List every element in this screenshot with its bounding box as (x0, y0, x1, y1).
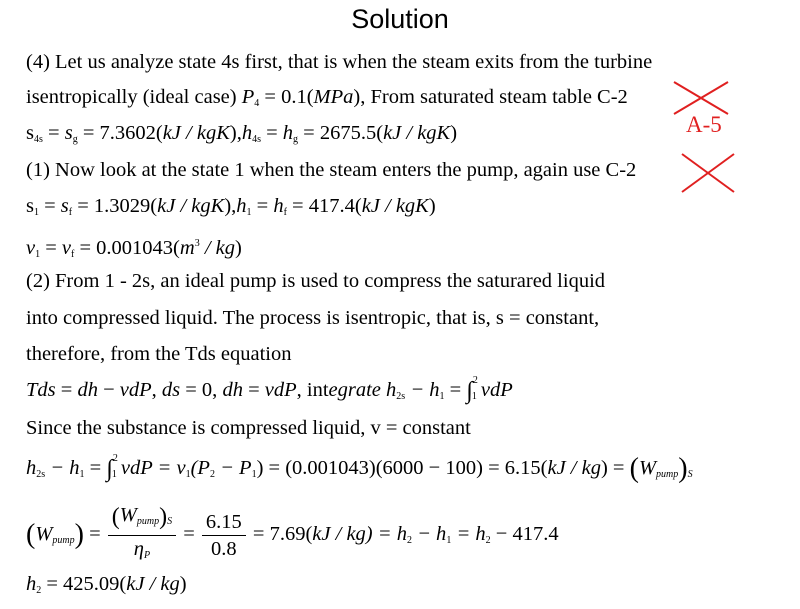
l12-eq: = (84, 457, 107, 479)
l12-W: W (638, 457, 657, 479)
l6-vf-sub: f (71, 249, 75, 260)
l13-h2sub-b: 2 (485, 535, 491, 547)
l5-hf: h (273, 195, 284, 217)
l3-val2: = 2675.5( (298, 122, 384, 144)
l12-end: ) = (600, 457, 630, 479)
l6-v: v (26, 237, 36, 259)
paren-close-2: ) (74, 519, 84, 551)
equation-line-5: $s_1 = s_f = 1.3029(kJ / kgK),h_1 = h_f = 417.4(kJ / kgK)$ (26, 195, 436, 218)
text-line-4: (1) Now look at the state 1 when the steam enters the pump, again use C-2 (26, 159, 637, 181)
l12-W-sub: pump (656, 469, 679, 480)
l14-unit: kJ / kg (126, 573, 180, 595)
fraction-2-num: 6.15 (202, 509, 246, 536)
l10-k: vdP (264, 379, 297, 401)
l12-h-sub: 2s (36, 469, 46, 480)
equation-line-14 (26, 566, 187, 602)
l3-sg: s (64, 122, 73, 144)
equation-line-10 (26, 372, 513, 408)
l12-v-sub: 1 (185, 469, 191, 480)
l5-h-sub: 1 (246, 207, 252, 218)
l12-h: h (26, 457, 37, 479)
l14-val: = 425.09( (41, 573, 127, 595)
text-line-8: into compressed liquid. The process is isentropic, that is, s = constant, (26, 307, 600, 329)
l10-h: = 0, (180, 379, 223, 401)
l13-W: W (35, 523, 53, 546)
fraction-1-den (108, 536, 176, 569)
l6-sup: 3 (194, 238, 200, 249)
l2-mpa: MPa (313, 86, 354, 108)
l14-end: ) (179, 573, 187, 595)
l12-eq2: = v (152, 457, 186, 479)
l13-eq3: = h (451, 523, 486, 546)
equation-line-3: $s_{4s} = s_g = 7.3602(kJ / kgK),h_{4s} = h_g = 2675.5(kJ / kgK)$ (26, 122, 458, 145)
l10-n-sub: 2s (396, 391, 406, 402)
fraction-2-den: 0.8 (211, 538, 237, 560)
integral-limits (471, 375, 479, 402)
l12-p1: 1 (251, 469, 257, 480)
fraction-1 (108, 502, 176, 569)
l2-end: ), From saturated steam table C-2 (353, 86, 628, 108)
l12-p2: 2 (209, 469, 215, 480)
l10-b: = (55, 379, 78, 401)
l13-num-sub: pump (136, 516, 160, 527)
l3-sg-sub: g (72, 134, 78, 145)
fraction-1-num: $(W_{pump})_S$ (108, 502, 176, 536)
l10-o-sub: 1 (439, 391, 445, 402)
l14-h: h (26, 573, 37, 595)
l10-m: egrate (328, 379, 381, 401)
l10-d: − (97, 379, 120, 401)
l3-h-sub: 4s (252, 134, 261, 145)
l3-hg: h (282, 122, 294, 144)
l3-unit2: kJ / kgK (383, 122, 451, 144)
l13-num-S: S (167, 516, 173, 527)
paren-close: ) (678, 453, 688, 484)
red-cross-mark-2 (676, 150, 740, 196)
l3-unit1: kJ / kgK (162, 122, 230, 144)
l3-mid: ), (229, 122, 242, 144)
l13-m: − h (411, 523, 447, 546)
l13-h2sub: 2 (406, 535, 412, 547)
l10-f: , (151, 379, 162, 401)
l3-h: h (241, 122, 253, 144)
l6-unit2: / kg (199, 237, 235, 259)
l5-sf: s (60, 195, 69, 217)
l10-j: = (242, 379, 265, 401)
l5-h: h (236, 195, 247, 217)
paren-open: ( (629, 453, 639, 484)
l2-p4: P (241, 86, 255, 108)
l10-q: vdP (480, 379, 513, 401)
l5-s: s (26, 195, 34, 217)
l13-unit: kJ / kg (312, 523, 366, 546)
equation-line-13: $(W_{pump})$ = $\frac{(W_{pump})_S}{\eta_P}$ = $\frac{6.15}{0.8}$ = $7.69(kJ / kg) = h_2 - h_1 = h_2 - 417.4$ (26, 502, 559, 558)
int-lower-2: 1 (111, 469, 117, 480)
l2-text: isentropically (ideal case) (26, 86, 242, 108)
l13-eq: = (83, 523, 106, 546)
text-line-2 (26, 79, 628, 115)
integral-limits-2 (111, 453, 119, 480)
l5-val2: = 417.4( (286, 195, 362, 217)
l12-vdp: vdP (120, 457, 153, 479)
integral-sign-2: ∫ (106, 456, 113, 482)
l12-m-sub: 1 (79, 469, 85, 480)
l13-den-sub: P (143, 550, 151, 561)
equation-line-6: $v_1 = v_f = 0.001043(m^3 / kg)$ (26, 237, 242, 260)
int-lower: 1 (471, 391, 477, 402)
l12-S: S (687, 469, 693, 480)
fraction-2 (202, 509, 246, 562)
l3-end: ) (450, 122, 458, 144)
l6-v-sub: 1 (35, 249, 41, 260)
l6-vf: v (61, 237, 72, 259)
l6-end: ) (235, 237, 242, 259)
l13-den: η (133, 538, 144, 560)
l13-W-sub: pump (52, 535, 75, 547)
l12-p: (P (190, 457, 210, 479)
paren-open-2: ( (26, 519, 36, 551)
text-line-1: (4) Let us analyze state 4s first, that is when the steam exits from the turbine (26, 51, 653, 73)
l5-s-sub: 1 (33, 207, 39, 218)
l10-g: ds (161, 379, 181, 401)
text-line-7: (2) From 1 - 2s, an ideal pump is used to compress the saturared liquid (26, 270, 606, 292)
l5-unit1: kJ / kgK (157, 195, 225, 217)
l13-end: − 417.4 (490, 523, 559, 546)
l13-rest2: ) = h (365, 523, 407, 546)
correction-annotation: A-5 (686, 112, 722, 137)
l10-i: dh (222, 379, 243, 401)
l13-rest: = 7.69( (247, 523, 313, 546)
l5-end: ) (428, 195, 436, 217)
l3-s: s (26, 122, 34, 144)
int-upper: 2 (472, 375, 478, 386)
l12-mm: − P (214, 457, 252, 479)
l2-eq: = 0.1( (259, 86, 314, 108)
l10-p: = (444, 379, 467, 401)
l5-mid: ), (224, 195, 237, 217)
l10-c: dh (77, 379, 98, 401)
l5-val1: = 1.3029( (72, 195, 158, 217)
l10-l: , int (296, 379, 329, 401)
l12-unit: kJ / kg (547, 457, 601, 479)
equation-line-12 (26, 450, 693, 486)
int-upper-2: 2 (112, 453, 118, 464)
l2-p4-sub: 4 (254, 98, 260, 109)
l13-h1sub: 1 (446, 535, 452, 547)
l10-n: h (380, 379, 397, 401)
l5-sf-sub: f (68, 207, 73, 218)
l14-h-sub: 2 (36, 585, 42, 596)
slide-title: Solution (351, 4, 449, 34)
l6-val: = 0.001043( (74, 237, 180, 259)
integral-sign: ∫ (466, 378, 473, 404)
l6-unit: m (179, 237, 195, 259)
l3-val1: = 7.3602( (77, 122, 163, 144)
l5-unit2: kJ / kgK (361, 195, 429, 217)
l5-hf-sub: f (283, 207, 287, 218)
text-line-11: Since the substance is compressed liquid, v = constant (26, 417, 471, 439)
l3-s-sub: 4s (33, 134, 43, 145)
l13-num-W: W (119, 504, 137, 526)
l10-o: − h (405, 379, 440, 401)
l12-cl: ) = (0.001043)(6000 − 100) = 6.15( (256, 457, 548, 479)
l10-e: vdP (119, 379, 152, 401)
text-line-9: therefore, from the Tds equation (26, 343, 292, 365)
l3-hg-sub: g (293, 134, 299, 145)
l12-m: − h (45, 457, 80, 479)
l10-a: Tds (26, 379, 56, 401)
